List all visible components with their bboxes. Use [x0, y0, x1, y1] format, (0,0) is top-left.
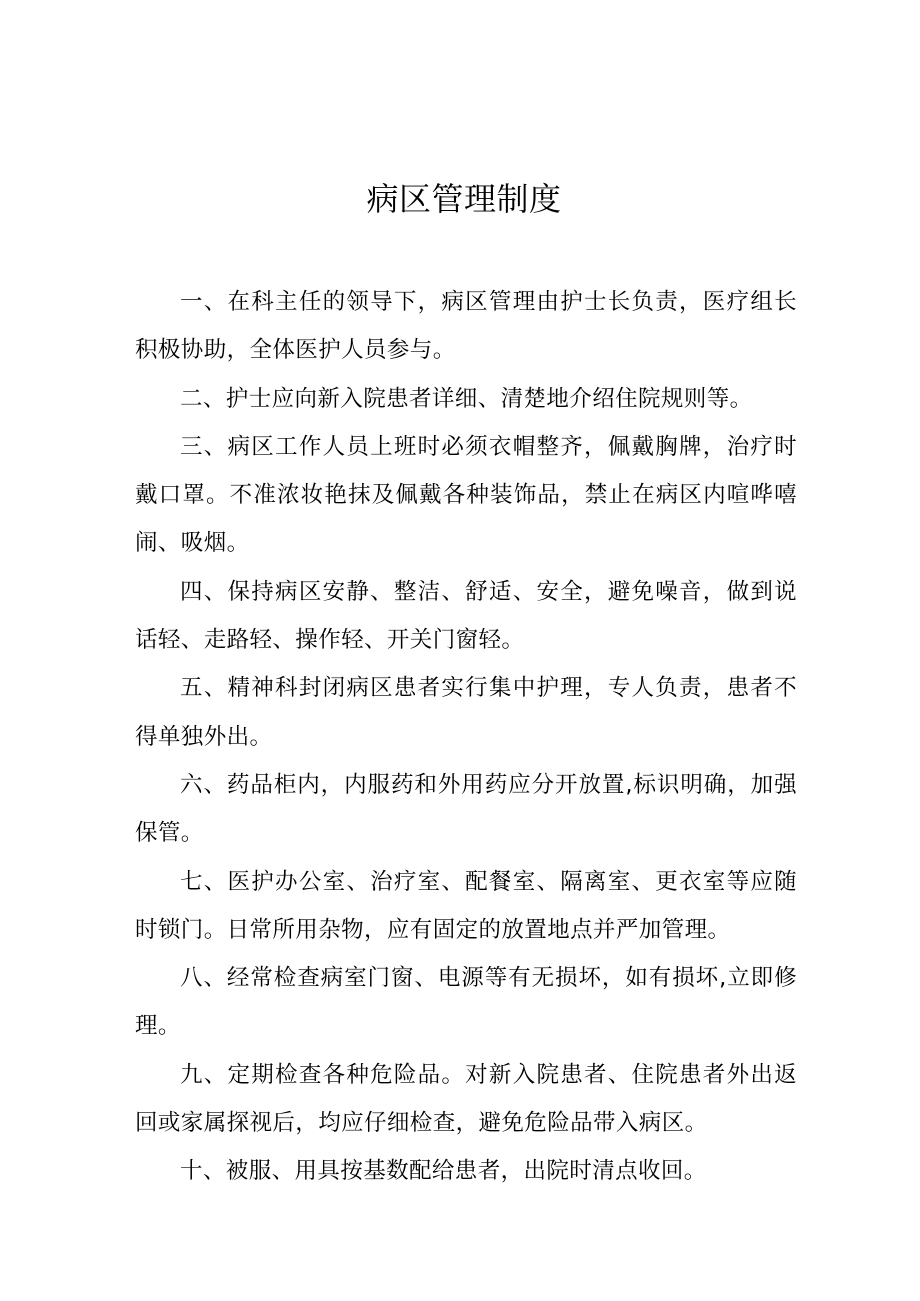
rule-paragraph-9: 九、定期检查各种危险品。对新入院患者、住院患者外出返回或家属探视后，均应仔细检查，避免危险品带入病区。 — [135, 1061, 797, 1137]
rule-paragraph-10: 十、被服、用具按基数配给患者，出院时清点收回。 — [180, 1158, 707, 1185]
rule-paragraph-8: 八、经常检查病室门窗、电源等有无损坏，如有损坏,立即修理。 — [135, 965, 797, 1040]
rule-paragraph-6: 六、药品柜内，内服药和外用药应分开放置,标识明确，加强保管。 — [135, 771, 797, 847]
rule-paragraph-3: 三、病区工作人员上班时必须衣帽整齐，佩戴胸牌，治疗时戴口罩。不准浓妆艳抹及佩戴各种装饰品，禁止在病区内喧哗嘻闹、吸烟。 — [135, 433, 797, 557]
rule-paragraph-4: 四、保持病区安静、整洁、舒适、安全，避免噪音，做到说话轻、走路轻、操作轻、开关门窗轻。 — [135, 578, 797, 654]
rule-paragraph-2: 二、护士应向新入院患者详细、清楚地介绍住院规则等。 — [180, 385, 753, 412]
rule-paragraph-1: 一、在科主任的领导下，病区管理由护士长负责，医疗组长积极协助，全体医护人员参与。 — [135, 289, 797, 364]
document-title: 病区管理制度 — [366, 180, 562, 218]
document-body — [135, 278, 797, 1196]
rule-paragraph-5: 五、精神科封闭病区患者实行集中护理，专人负责，患者不得单独外出。 — [135, 675, 797, 750]
rule-paragraph-7: 七、医护办公室、治疗室、配餐室、隔离室、更衣室等应随时锁门。日常所用杂物，应有固定的放置地点并严加管理。 — [135, 868, 797, 943]
